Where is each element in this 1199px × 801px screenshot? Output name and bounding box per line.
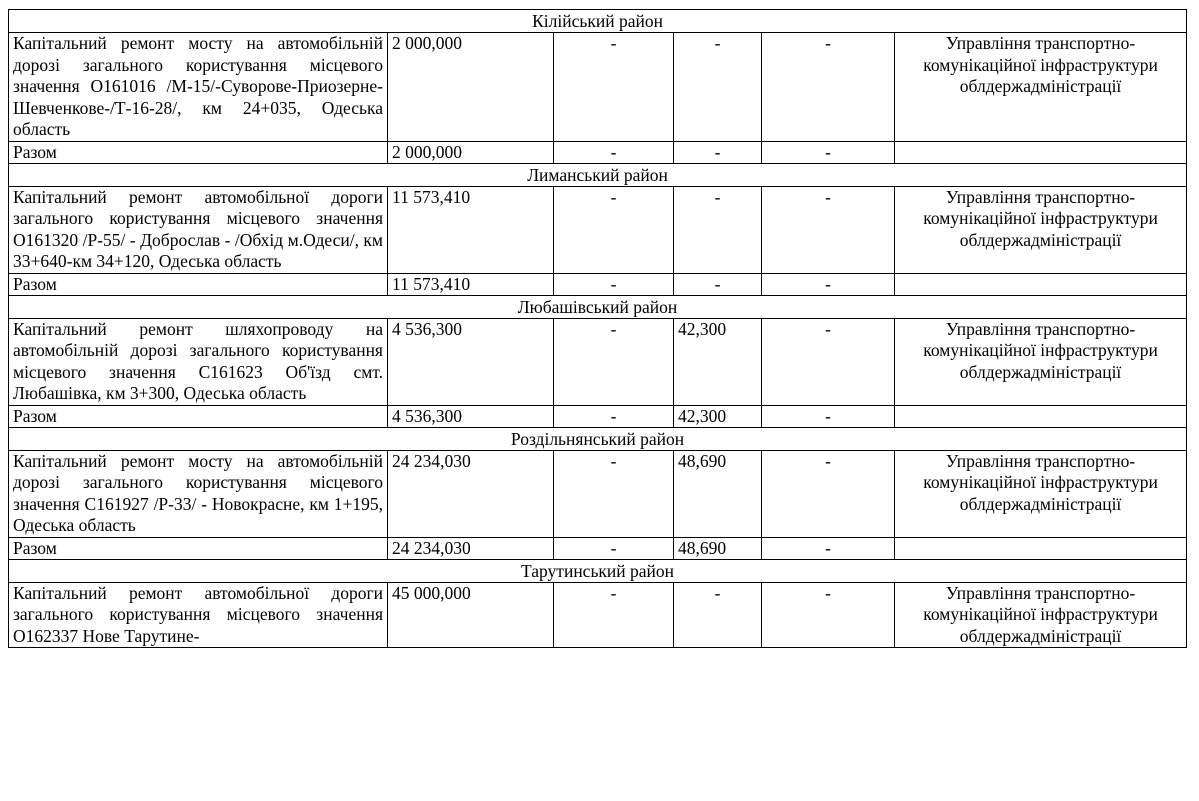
project-description: Капітальний ремонт шляхопроводу на автомобільній дорозі загального користування місцевого значення С161623 Об'їзд смт. Любашівка, км 3+300, Одеська область bbox=[9, 318, 388, 405]
total-col4: 48,690 bbox=[674, 537, 762, 559]
total-row bbox=[9, 141, 1187, 163]
total-col3: - bbox=[554, 141, 674, 163]
project-organization: Управління транспортно-комунікаційної інфраструктури облдержадміністрації bbox=[895, 186, 1187, 273]
project-amount: 11 573,410 bbox=[388, 186, 554, 273]
project-row bbox=[9, 318, 1187, 405]
district-row bbox=[9, 10, 1187, 33]
project-col3: - bbox=[554, 33, 674, 142]
total-organization-empty bbox=[895, 537, 1187, 559]
total-col5: - bbox=[762, 537, 895, 559]
project-row bbox=[9, 186, 1187, 273]
total-amount: 2 000,000 bbox=[388, 141, 554, 163]
district-name: Тарутинський район bbox=[9, 559, 1187, 582]
project-description: Капітальний ремонт мосту на автомобільній дорозі загального користування місцевого значення О161016 /М-15/-Суворове-Приозерне-Шевченкове-/Т-16-28/, км 24+035, Одеська область bbox=[9, 33, 388, 142]
total-label: Разом bbox=[9, 141, 388, 163]
total-col5: - bbox=[762, 141, 895, 163]
district-name: Любашівський район bbox=[9, 295, 1187, 318]
project-col5: - bbox=[762, 186, 895, 273]
total-row bbox=[9, 537, 1187, 559]
project-amount: 2 000,000 bbox=[388, 33, 554, 142]
total-label: Разом bbox=[9, 405, 388, 427]
project-col3: - bbox=[554, 186, 674, 273]
total-organization-empty bbox=[895, 141, 1187, 163]
project-row bbox=[9, 582, 1187, 648]
project-organization: Управління транспортно-комунікаційної інфраструктури облдержадміністрації bbox=[895, 450, 1187, 537]
total-amount: 24 234,030 bbox=[388, 537, 554, 559]
total-organization-empty bbox=[895, 405, 1187, 427]
project-col3: - bbox=[554, 582, 674, 648]
district-row bbox=[9, 295, 1187, 318]
project-row bbox=[9, 33, 1187, 142]
district-name: Лиманський район bbox=[9, 163, 1187, 186]
district-row bbox=[9, 163, 1187, 186]
total-label: Разом bbox=[9, 537, 388, 559]
project-description: Капітальний ремонт автомобільної дороги загального користування місцевого значення О162337 Нове Тарутине- bbox=[9, 582, 388, 648]
total-label: Разом bbox=[9, 273, 388, 295]
project-col5: - bbox=[762, 582, 895, 648]
project-description: Капітальний ремонт автомобільної дороги загального користування місцевого значення О161320 /Р-55/ - Доброслав - /Обхід м.Одеси/, км 33+640-км 34+120, Одеська область bbox=[9, 186, 388, 273]
district-name: Роздільнянський район bbox=[9, 427, 1187, 450]
total-amount: 11 573,410 bbox=[388, 273, 554, 295]
district-row bbox=[9, 427, 1187, 450]
project-col3: - bbox=[554, 318, 674, 405]
project-description: Капітальний ремонт мосту на автомобільній дорозі загального користування місцевого значення С161927 /Р-33/ - Новокрасне, км 1+195, Одеська область bbox=[9, 450, 388, 537]
project-row bbox=[9, 450, 1187, 537]
project-col5: - bbox=[762, 318, 895, 405]
project-col4: - bbox=[674, 186, 762, 273]
project-col4: 42,300 bbox=[674, 318, 762, 405]
total-col5: - bbox=[762, 405, 895, 427]
project-amount: 45 000,000 bbox=[388, 582, 554, 648]
project-organization: Управління транспортно-комунікаційної інфраструктури облдержадміністрації bbox=[895, 582, 1187, 648]
total-row bbox=[9, 273, 1187, 295]
project-col4: - bbox=[674, 33, 762, 142]
total-col3: - bbox=[554, 405, 674, 427]
project-organization: Управління транспортно-комунікаційної інфраструктури облдержадміністрації bbox=[895, 33, 1187, 142]
project-col4: 48,690 bbox=[674, 450, 762, 537]
total-amount: 4 536,300 bbox=[388, 405, 554, 427]
project-organization: Управління транспортно-комунікаційної інфраструктури облдержадміністрації bbox=[895, 318, 1187, 405]
project-amount: 24 234,030 bbox=[388, 450, 554, 537]
total-organization-empty bbox=[895, 273, 1187, 295]
project-col4: - bbox=[674, 582, 762, 648]
budget-table bbox=[8, 9, 1187, 648]
project-col5: - bbox=[762, 33, 895, 142]
district-row bbox=[9, 559, 1187, 582]
project-col5: - bbox=[762, 450, 895, 537]
total-col4: - bbox=[674, 273, 762, 295]
district-name: Кілійський район bbox=[9, 10, 1187, 33]
total-row bbox=[9, 405, 1187, 427]
total-col3: - bbox=[554, 537, 674, 559]
total-col4: 42,300 bbox=[674, 405, 762, 427]
project-col3: - bbox=[554, 450, 674, 537]
project-amount: 4 536,300 bbox=[388, 318, 554, 405]
total-col3: - bbox=[554, 273, 674, 295]
total-col5: - bbox=[762, 273, 895, 295]
total-col4: - bbox=[674, 141, 762, 163]
